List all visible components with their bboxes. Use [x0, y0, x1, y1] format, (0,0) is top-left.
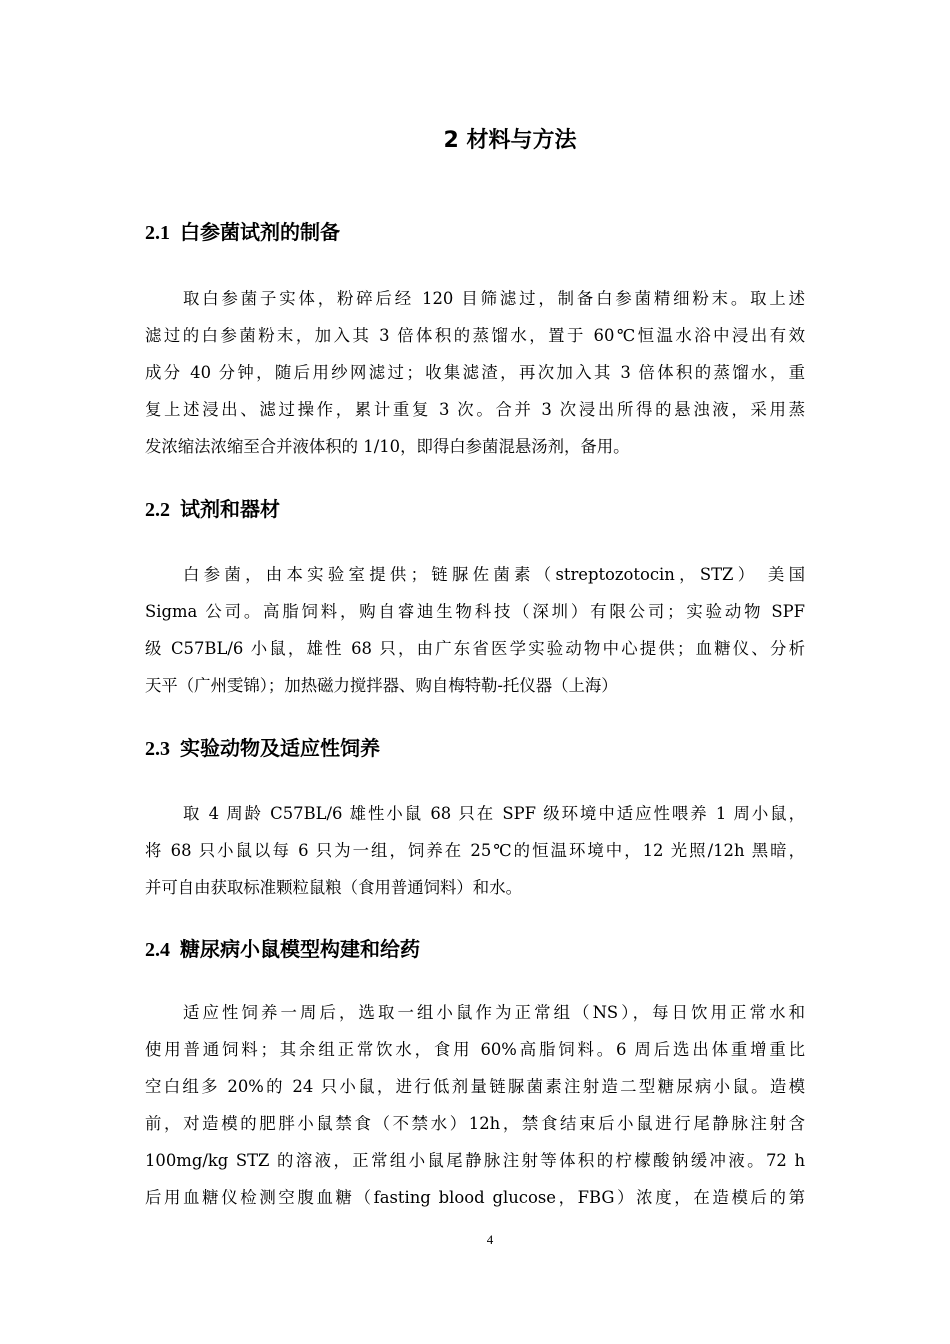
section-number: 2.2 [145, 499, 170, 521]
section-title: 白参菌试剂的制备 [180, 220, 340, 244]
section-heading-2-1 [145, 218, 340, 247]
section-heading-2-3 [145, 734, 380, 763]
text-line: 后用血糖仪检测空腹血糖（fasting blood glucose，FBG）浓度，在造模后的第 [145, 1188, 805, 1207]
section-title: 实验动物及适应性饲养 [180, 736, 380, 760]
text-line: 100mg/kg STZ 的溶液，正常组小鼠尾静脉注射等体积的柠檬酸钠缓冲液。72 h [145, 1151, 805, 1170]
text-line: 白参菌，由本实验室提供；链脲佐菌素（streptozotocin，STZ） 美国 [183, 565, 805, 584]
text-line: 将 68 只小鼠以每 6 只为一组，饲养在 25℃的恒温环境中，12 光照/12h 黑暗， [145, 841, 805, 860]
section-title: 试剂和器材 [180, 497, 280, 521]
chapter-title: 2 材料与方法 [443, 128, 577, 153]
text-line: 使用普通饲料；其余组正常饮水，食用 60%高脂饲料。6 周后选出体重增重比 [145, 1040, 805, 1059]
text-line: Sigma 公司。高脂饲料，购自睿迪生物科技（深圳）有限公司；实验动物 SPF [145, 602, 805, 621]
text-line: 前，对造模的肥胖小鼠禁食（不禁水）12h，禁食结束后小鼠进行尾静脉注射含 [145, 1114, 805, 1133]
section-title: 糖尿病小鼠模型构建和给药 [180, 937, 420, 961]
text-line: 复上述浸出、滤过操作，累计重复 3 次。合并 3 次浸出所得的悬浊液，采用蒸 [145, 400, 805, 419]
text-line: 适应性饲养一周后，选取一组小鼠作为正常组（NS），每日饮用正常水和 [183, 1003, 805, 1022]
text-line: 成分 40 分钟，随后用纱网滤过；收集滤渣，再次加入其 3 倍体积的蒸馏水，重 [145, 363, 805, 382]
section-number: 2.3 [145, 738, 170, 760]
section-heading-2-2 [145, 495, 280, 524]
paragraph-2-2 [145, 556, 805, 704]
paragraph-2-1 [145, 280, 805, 465]
page-number: 4 [486, 1232, 494, 1247]
section-number: 2.1 [145, 222, 170, 244]
text-line: 天平（广州雯锦）；加热磁力搅拌器、购自梅特勒-托仪器（上海） [145, 676, 618, 695]
text-line: 发浓缩法浓缩至合并液体积的 1/10，即得白参菌混悬汤剂，备用。 [145, 437, 630, 456]
section-number: 2.4 [145, 939, 170, 961]
text-line: 取白参菌子实体，粉碎后经 120 目筛滤过，制备白参菌精细粉末。取上述 [183, 289, 805, 308]
text-line: 并可自由获取标准颗粒鼠粮（食用普通饲料）和水。 [145, 878, 522, 897]
section-heading-2-4 [145, 935, 420, 964]
paragraph-2-4 [145, 994, 805, 1216]
text-line: 空白组多 20%的 24 只小鼠，进行低剂量链脲菌素注射造二型糖尿病小鼠。造模 [145, 1077, 805, 1096]
text-line: 滤过的白参菌粉末，加入其 3 倍体积的蒸馏水，置于 60℃恒温水浴中浸出有效 [145, 326, 805, 345]
text-line: 取 4 周龄 C57BL/6 雄性小鼠 68 只在 SPF 级环境中适应性喂养 1 周小鼠， [183, 804, 805, 823]
paragraph-2-3 [145, 795, 805, 906]
text-line: 级 C57BL/6 小鼠，雄性 68 只，由广东省医学实验动物中心提供；血糖仪、分析 [145, 639, 805, 658]
